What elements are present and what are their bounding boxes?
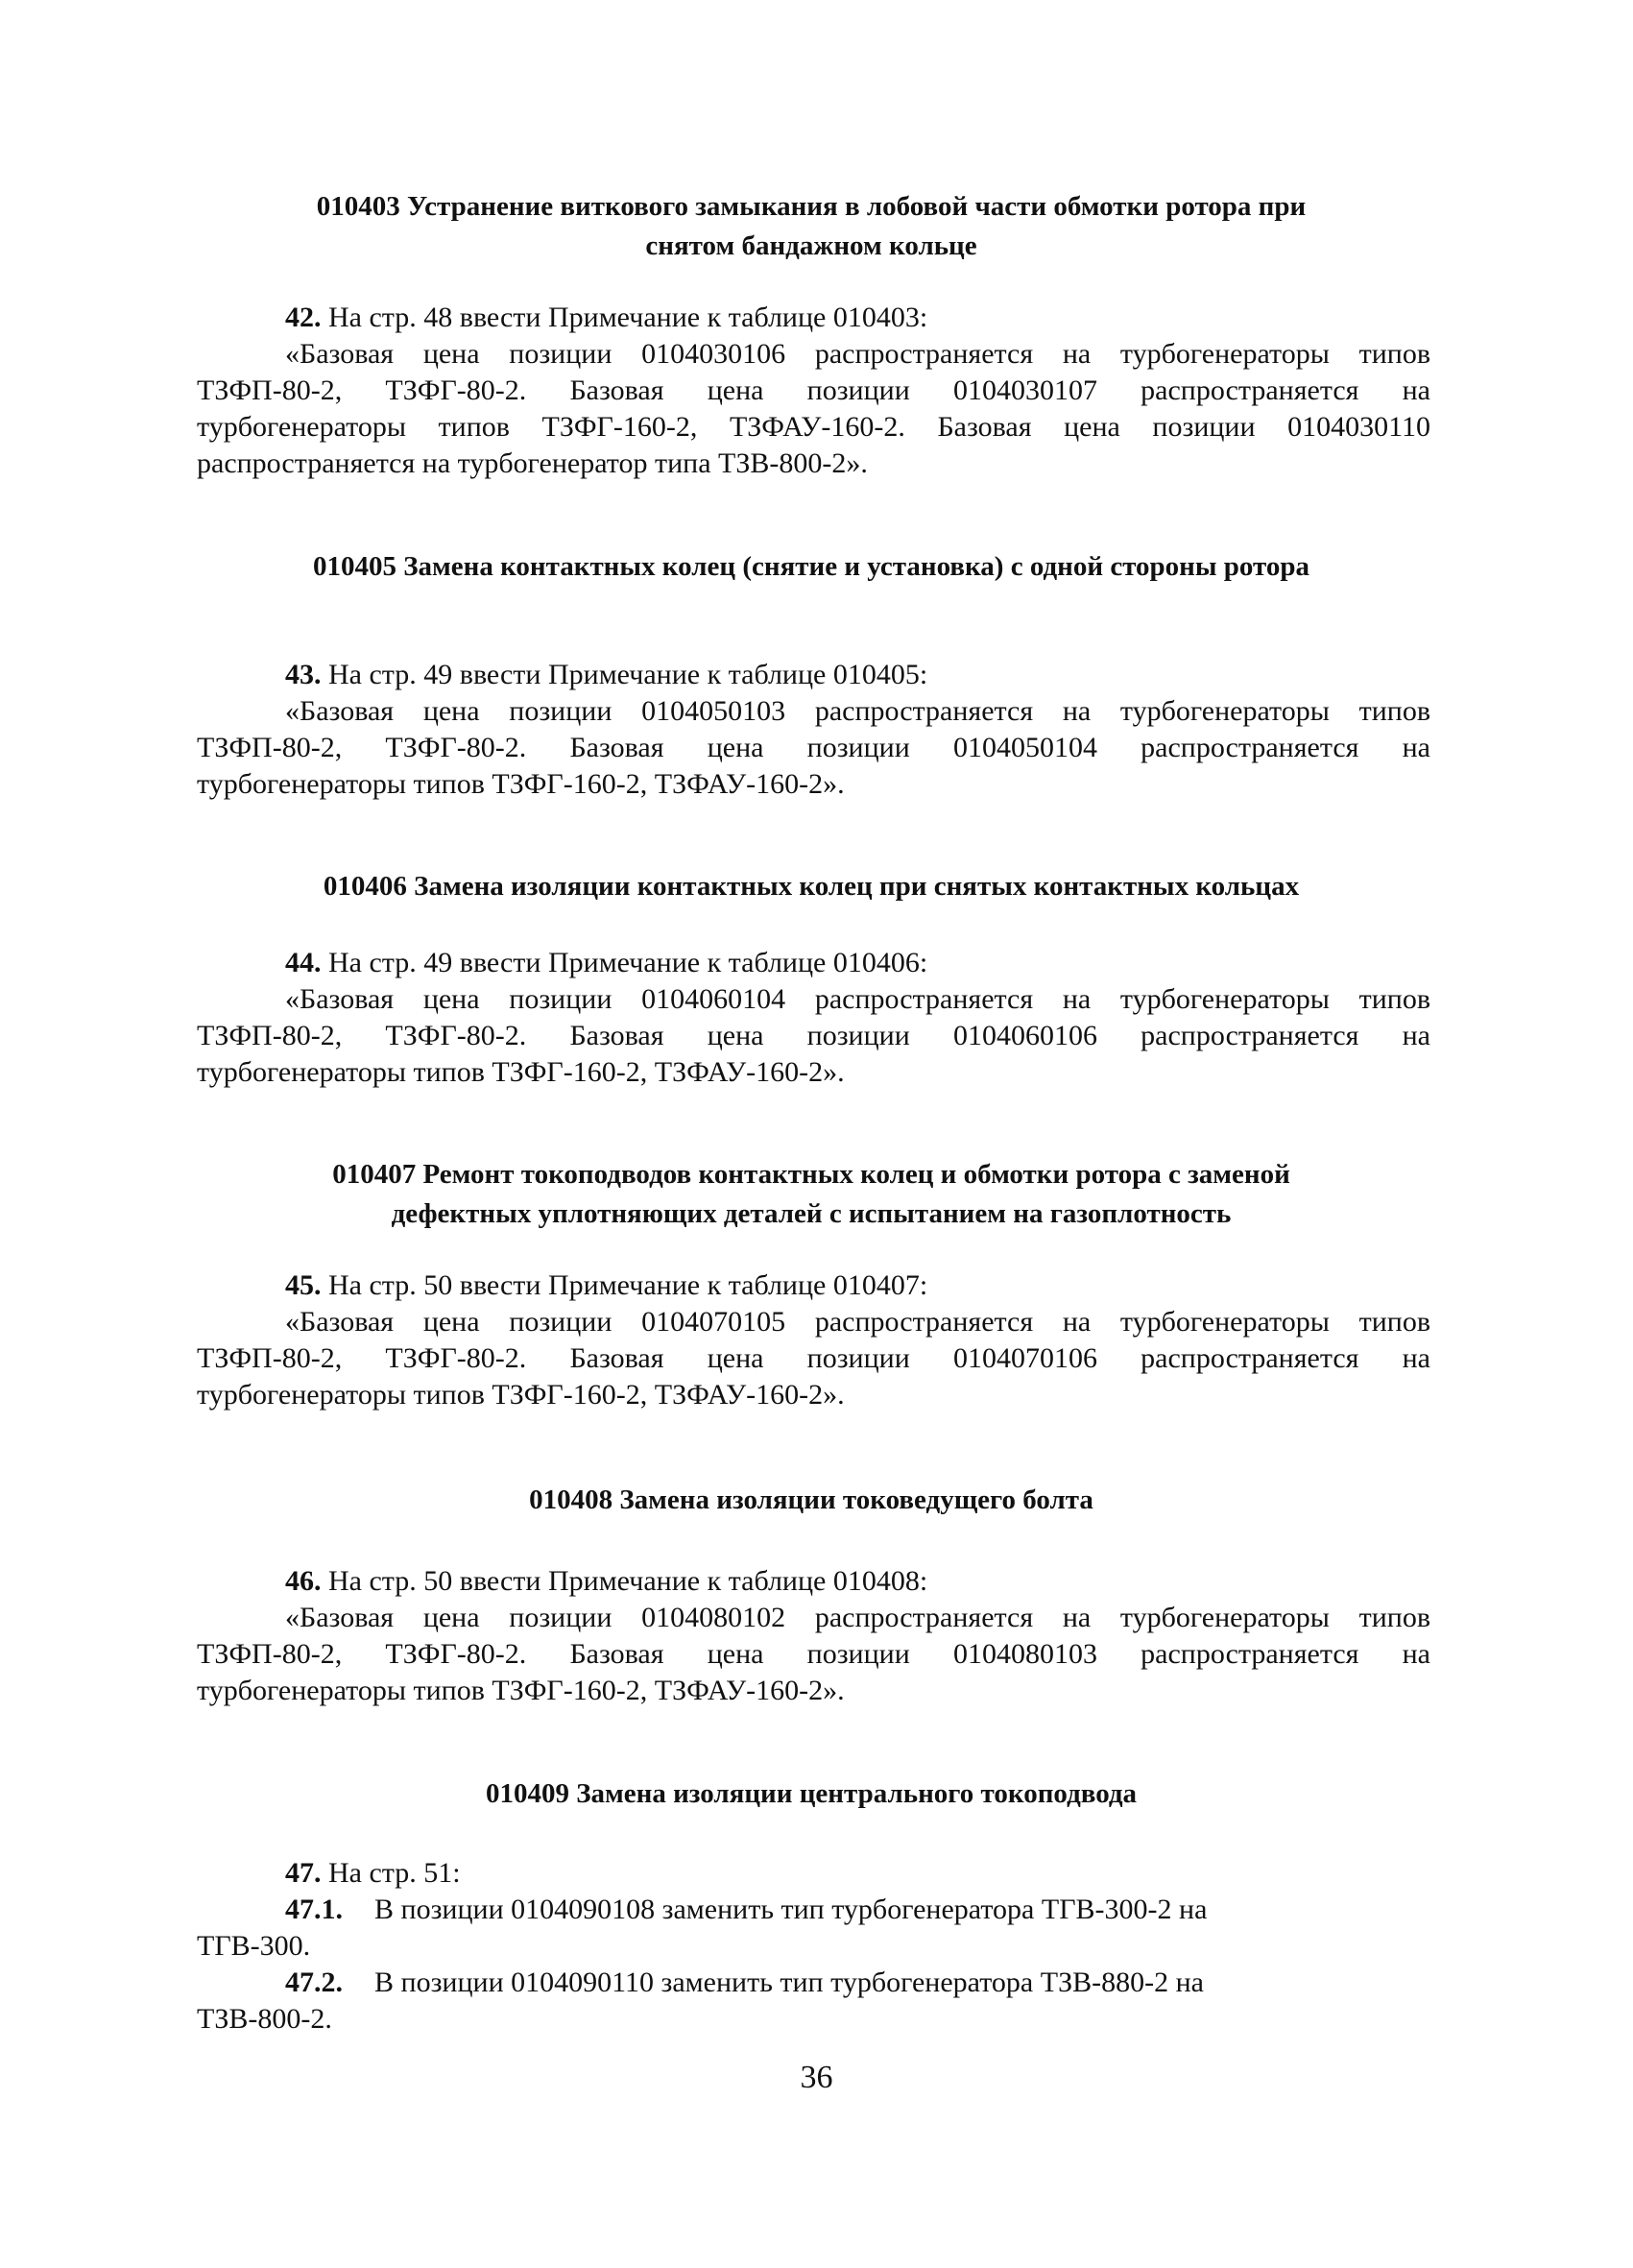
quote-line: турбогенераторы типов ТЗФГ-160-2, ТЗФАУ-160-2».: [197, 768, 845, 800]
quote-line: ТЗФП-80-2, ТЗФГ-80-2. Базовая цена позиции 0104030107 распространяется на: [197, 374, 1430, 406]
quote-line: турбогенераторы типов ТЗФГ-160-2, ТЗФАУ-160-2».: [197, 1675, 845, 1706]
heading-line: 010405 Замена контактных колец (снятие и установка) с одной стороны ротора: [312, 551, 1310, 582]
heading-line: снятом бандажном кольце: [645, 230, 977, 261]
heading-line: 010408 Замена изоляции токоведущего болта: [529, 1484, 1093, 1515]
item-text: На стр. 49 ввести Примечание к таблице 010406:: [321, 947, 928, 978]
section-heading-010405: [192, 547, 1430, 587]
item-number: 45.: [285, 1269, 322, 1301]
item-text: На стр. 51:: [321, 1857, 461, 1889]
subitem-continuation: ТГВ-300.: [197, 1930, 311, 1962]
heading-line: 010407 Ремонт токоподводов контактных колец и обмотки ротора с заменой: [332, 1159, 1290, 1190]
subitem-text: В позиции 0104090108 заменить тип турбогенератора ТГВ-300-2 на: [374, 1894, 1208, 1925]
item-44: [285, 946, 927, 980]
heading-line: дефектных уплотняющих деталей с испытанием на газоплотность: [391, 1198, 1232, 1229]
quote-line: «Базовая цена позиции 0104070105 распространяется на турбогенераторы типов: [285, 1306, 1430, 1338]
item-text: На стр. 50 ввести Примечание к таблице 010407:: [321, 1269, 928, 1301]
quote-line: распространяется на турбогенератор типа ТЗВ-800-2».: [197, 447, 868, 479]
quote-line: ТЗФП-80-2, ТЗФГ-80-2. Базовая цена позиции 0104070106 распространяется на: [197, 1342, 1430, 1374]
subitem-47-2: [285, 1966, 1204, 2000]
quote-line: ТЗФП-80-2, ТЗФГ-80-2. Базовая цена позиции 0104050104 распространяется на: [197, 732, 1430, 763]
item-number: 44.: [285, 947, 322, 978]
item-45: [285, 1268, 927, 1303]
quote-line: ТЗФП-80-2, ТЗФГ-80-2. Базовая цена позиции 0104060106 распространяется на: [197, 1020, 1430, 1051]
item-number: 46.: [285, 1565, 322, 1597]
quote-line: турбогенераторы типов ТЗФГ-160-2, ТЗФАУ-160-2. Базовая цена позиции 0104030110: [197, 411, 1430, 443]
quote-line: турбогенераторы типов ТЗФГ-160-2, ТЗФАУ-160-2».: [197, 1379, 845, 1411]
section-heading-010403: [192, 187, 1430, 266]
item-47: [285, 1856, 461, 1891]
subitem-47-1: [285, 1893, 1207, 1927]
quote-line: турбогенераторы типов ТЗФГ-160-2, ТЗФАУ-160-2».: [197, 1056, 845, 1088]
subitem-text: В позиции 0104090110 заменить тип турбогенератора ТЗВ-880-2 на: [374, 1966, 1204, 1998]
item-number: 47.: [285, 1857, 322, 1889]
item-text: На стр. 49 ввести Примечание к таблице 010405:: [321, 659, 928, 690]
section-heading-010409: [192, 1774, 1430, 1814]
subitem-number: 47.1.: [285, 1894, 343, 1925]
section-heading-010407: [192, 1155, 1430, 1234]
item-number: 43.: [285, 659, 322, 690]
item-46: [285, 1564, 927, 1599]
quote-line: «Базовая цена позиции 0104080102 распространяется на турбогенераторы типов: [285, 1602, 1430, 1633]
item-42: [285, 301, 927, 335]
quote-line: «Базовая цена позиции 0104050103 распространяется на турбогенераторы типов: [285, 695, 1430, 727]
heading-line: 010409 Замена изоляции центрального токоподвода: [485, 1778, 1138, 1809]
item-text: На стр. 48 ввести Примечание к таблице 010403:: [321, 302, 928, 333]
subitem-continuation: ТЗВ-800-2.: [197, 2003, 332, 2035]
item-43: [285, 658, 927, 692]
item-text: На стр. 50 ввести Примечание к таблице 010408:: [321, 1565, 928, 1597]
heading-line: 010406 Замена изоляции контактных колец при снятых контактных кольцах: [323, 871, 1300, 902]
section-heading-010408: [192, 1481, 1430, 1520]
item-number: 42.: [285, 302, 322, 333]
section-heading-010406: [192, 867, 1430, 906]
quote-line: ТЗФП-80-2, ТЗФГ-80-2. Базовая цена позиции 0104080103 распространяется на: [197, 1638, 1430, 1670]
page-number: 36: [800, 2060, 833, 2095]
quote-line: «Базовая цена позиции 0104030106 распространяется на турбогенераторы типов: [285, 338, 1430, 370]
quote-line: «Базовая цена позиции 0104060104 распространяется на турбогенераторы типов: [285, 983, 1430, 1015]
subitem-number: 47.2.: [285, 1966, 343, 1998]
heading-line: 010403 Устранение виткового замыкания в лобовой части обмотки ротора при: [316, 191, 1307, 222]
